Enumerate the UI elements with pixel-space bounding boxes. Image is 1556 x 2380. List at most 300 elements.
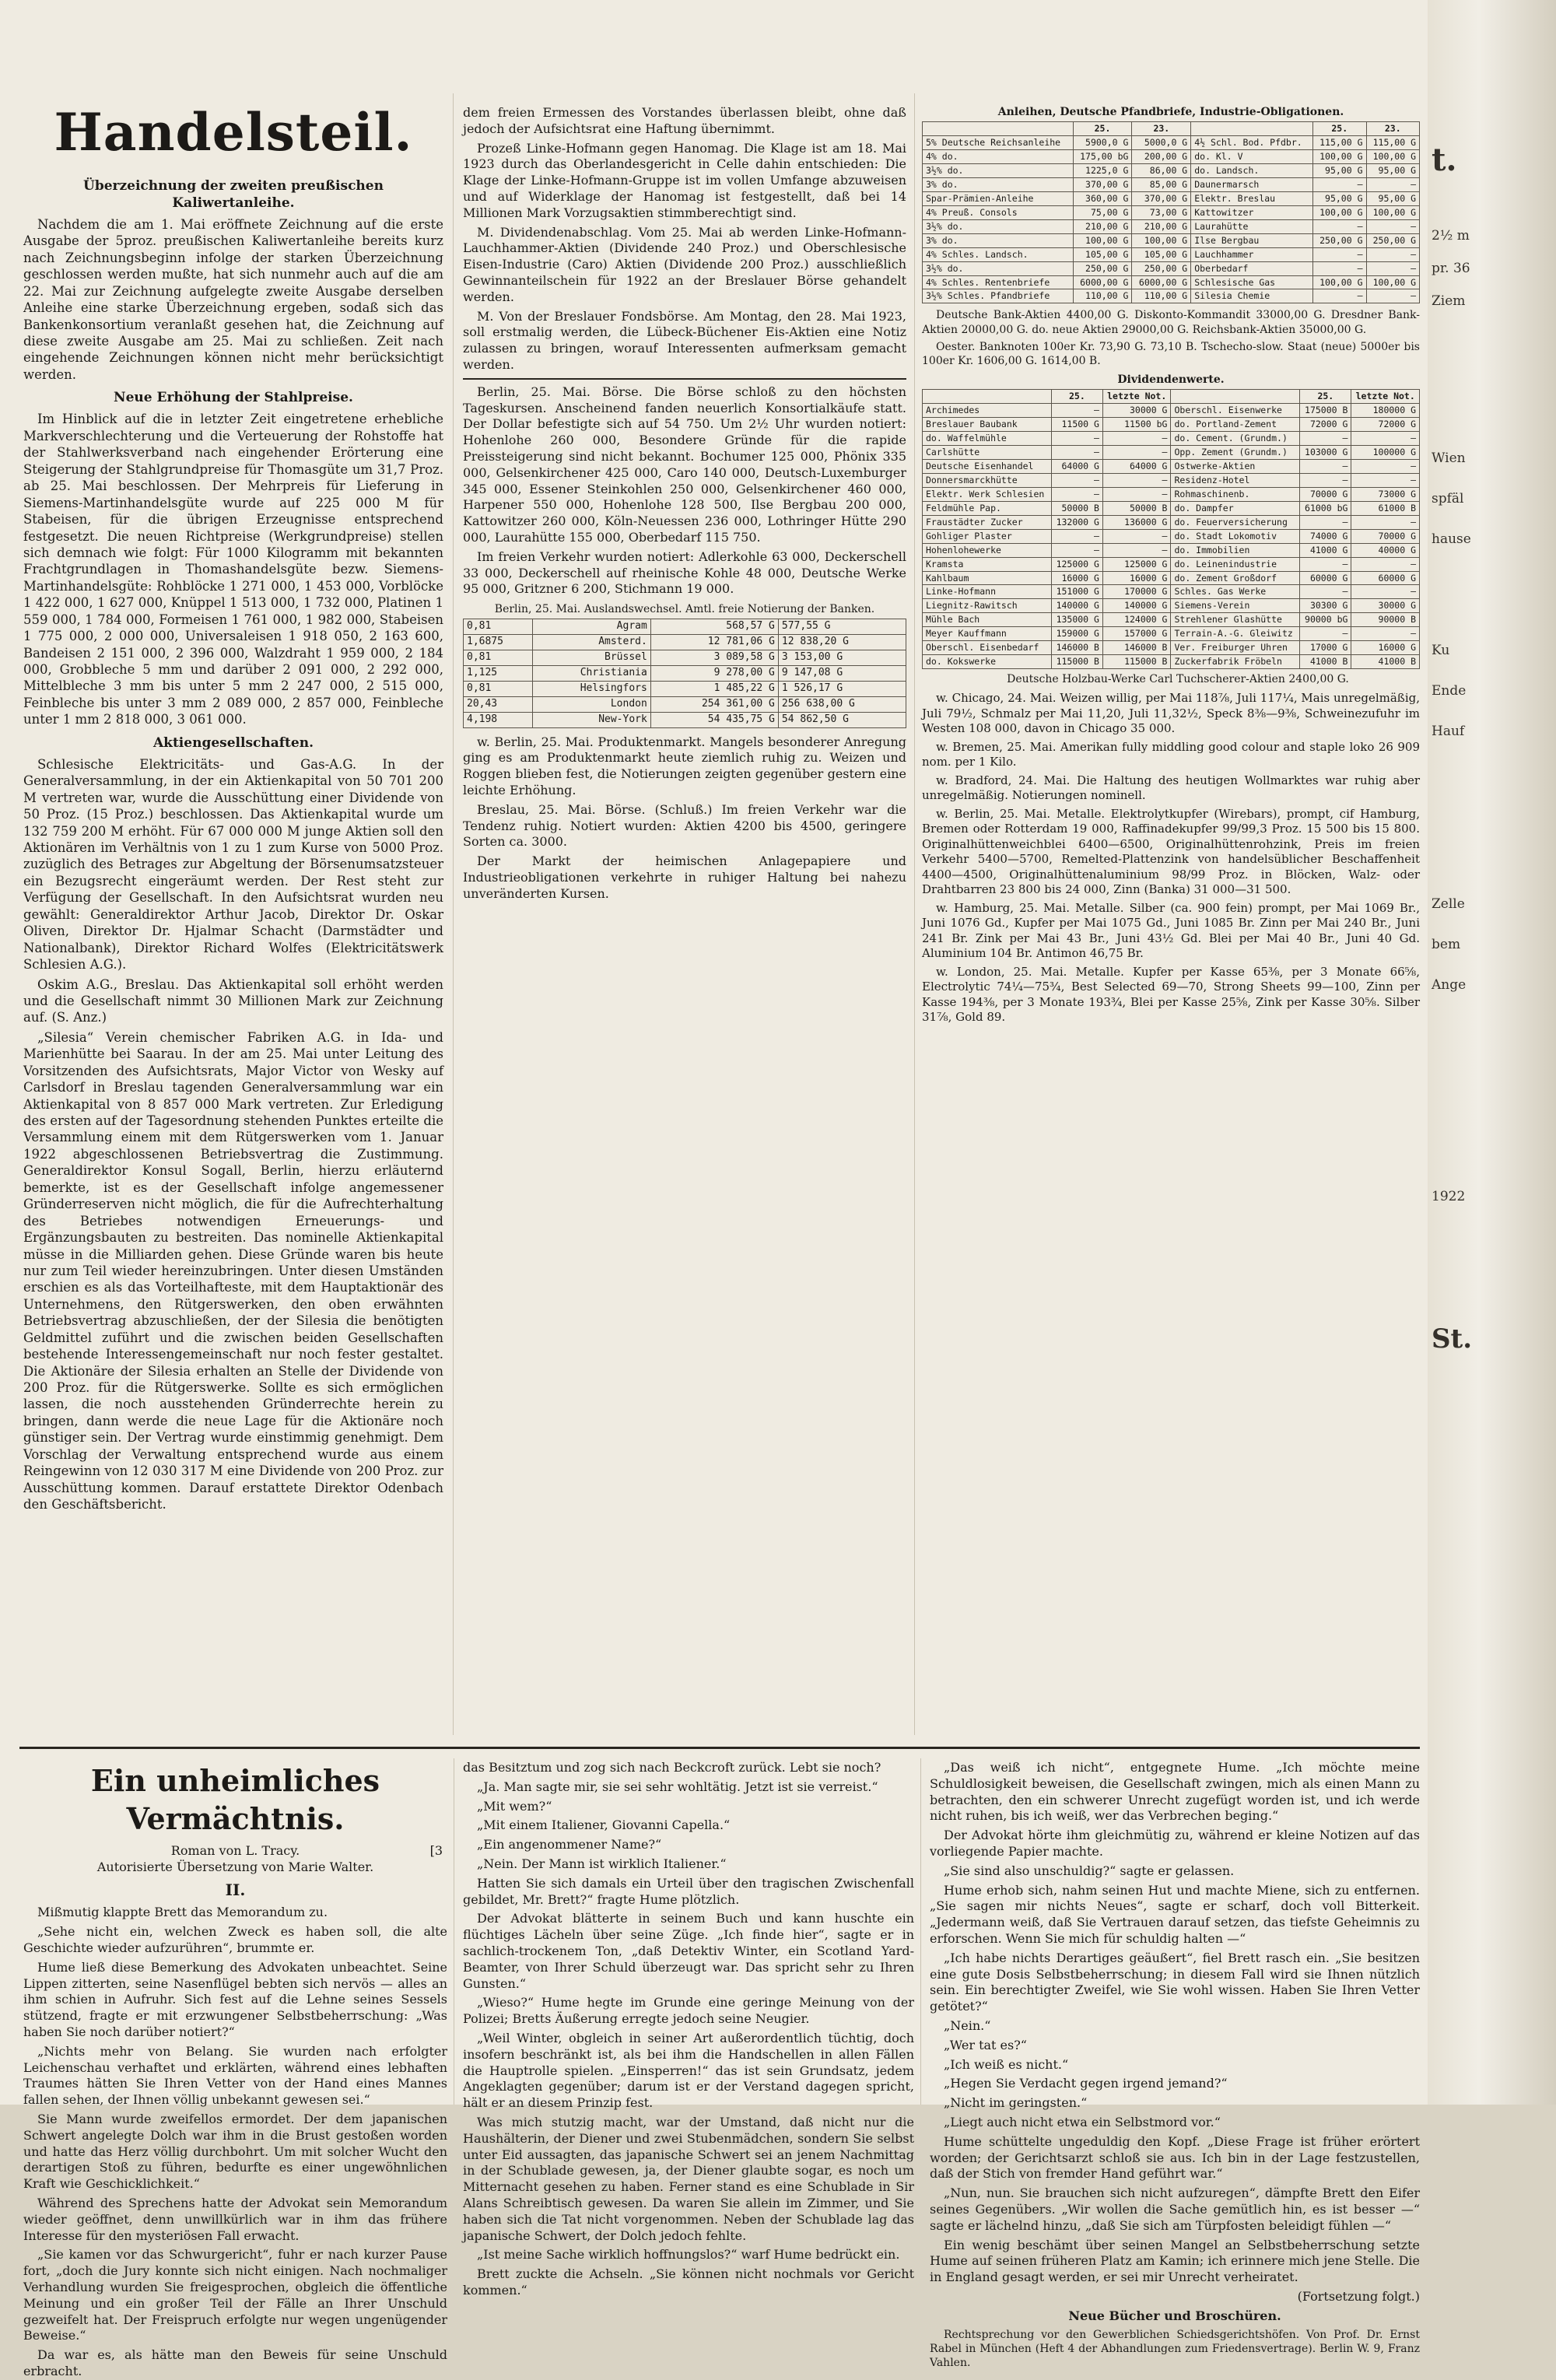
column-rule-4	[920, 1758, 921, 2105]
price-last-cell: —	[1102, 473, 1171, 487]
anleihen-col-23: 23.	[1132, 122, 1191, 136]
price-25-cell: 17000 G	[1300, 641, 1351, 655]
price-25-cell: 159000 G	[1051, 627, 1102, 641]
edge-text: bem	[1432, 936, 1461, 952]
price-last-cell: 16000 G	[1102, 571, 1171, 585]
roman-paragraph: „Nicht im geringsten.“	[944, 2095, 1088, 2111]
roman-paragraph: „Sehe nicht ein, welchen Zweck es haben soll, die alte Geschichte wieder aufzurühren“, brummte er.	[23, 1924, 447, 1955]
roman-paragraph: „Sie kamen vor das Schwurgericht“, fuhr er nach kurzer Pause fort, „doch die Jury konnte sich nicht einigen. Nach nochmaliger Verhandlung wurden Sie freigesprochen, obgleich die öffentliche Meinung und ein großer Teil der Fälle an Ihrer Unschuld gezweifelt hat. Der Freispruch erfolgte nur wegen ungenügender Beweise.“	[23, 2247, 447, 2343]
article-bremen: w. Bremen, 25. Mai. Amerikan fully middling good colour and staple loko 26 909 nom. per 1 Kilo.	[922, 739, 1420, 769]
price-25-cell: —	[1051, 404, 1102, 418]
security-name-cell: Kattowitzer	[1191, 205, 1313, 219]
price-25-cell: —	[1051, 432, 1102, 446]
company-name-cell: Terrain-A.-G. Gleiwitz	[1171, 627, 1300, 641]
price-25-cell: 5900,0 G	[1073, 136, 1132, 150]
rate-25-cell: 568,57 G	[650, 619, 778, 635]
wechsel-row	[464, 619, 906, 635]
place-cell: London	[533, 696, 651, 712]
edge-text: hause	[1432, 531, 1471, 548]
roman-paragraph: „Liegt auch nicht etwa ein Selbstmord vor.“	[944, 2114, 1221, 2129]
price-25-cell: 95,00 G	[1313, 164, 1366, 178]
price-25-cell: 72000 G	[1300, 418, 1351, 432]
place-cell: Helsingfors	[533, 681, 651, 696]
roman-paragraph: Mißmutig klappte Brett das Memorandum zu.	[37, 1905, 328, 1920]
dividendenwerte-row	[923, 613, 1420, 627]
security-name-cell: Oberbedarf	[1191, 261, 1313, 275]
article-breslau-boerse: Breslau, 25. Mai. Börse. (Schluß.) Im freien Verkehr war die Tendenz ruhig. Notiert wurden: Aktien 4200 bis 4500, geringere Sorten ca. 3000.	[463, 801, 906, 850]
price-25-cell: 360,00 G	[1073, 191, 1132, 205]
divw-col-name	[923, 390, 1052, 404]
bank-aktien-note: Deutsche Bank-Aktien 4400,00 G. Diskonto-Kommandit 33000,00 G. Dresdner Bank-Aktien 20000,00 G. do. neue Aktien 29000,00 G. Reichsbank-Aktien 35000,00 G.	[922, 309, 1420, 336]
security-name-cell: do. Kl. V	[1191, 150, 1313, 164]
price-23-cell: 95,00 G	[1366, 164, 1420, 178]
company-name-cell: Elektr. Werk Schlesien	[923, 487, 1052, 501]
price-23-cell: 5000,0 G	[1132, 136, 1191, 150]
article-metalle-hamburg: w. Hamburg, 25. Mai. Metalle. Silber (ca. 900 fein) prompt, per Mai 1069 Br., Juni 1076 Gd., Kupfer per Mai 1075 Gd., Juni 1085 Br. Zinn per Mai 240 Br., Juni 241 Br. Zink per Mai 43 Br., Juni 43½ Gd. Blei per Mai 40 Br., Juni 40 Gd. Aluminium 104 Br. Antimon 46,75 Br.	[922, 900, 1420, 961]
price-23-cell: 73,00 G	[1132, 205, 1191, 219]
company-name-cell: Residenz-Hotel	[1171, 473, 1300, 487]
installment-number: [3	[429, 1842, 443, 1858]
auslandswechsel-table	[463, 619, 906, 727]
roman-paragraph: Sie Mann wurde zweifellos ermordet. Der dem japanischen Schwert angelegte Dolch war ihm in die Brust gestoßen worden und hatte das Herz völlig durchbohrt. Um mit solcher Wucht den derartigen Stoß zu führen, bedurfte es einer ungewöhnlichen Kraft wie Geschicklichkeit.“	[23, 2111, 447, 2192]
feuilleton-separator	[19, 1747, 1420, 1749]
anleihen-row	[923, 247, 1420, 261]
roman-paragraph: „Ja. Man sagte mir, sie sei sehr wohltätig. Jetzt ist sie verreist.“	[477, 1779, 878, 1794]
dividendenwerte-row	[923, 460, 1420, 474]
price-25-cell: 75,00 G	[1073, 205, 1132, 219]
price-23-cell: 100,00 G	[1366, 150, 1420, 164]
parity-cell: 0,81	[464, 619, 533, 635]
price-last-cell: —	[1102, 487, 1171, 501]
dividendenwerte-header: Dividendenwerte.	[1117, 373, 1225, 387]
edge-text: Ziem	[1432, 293, 1466, 310]
company-name-cell: Opp. Zement (Grundm.)	[1171, 446, 1300, 460]
article-stahlpreise: Im Hinblick auf die in letzter Zeit eingetretene erhebliche Markverschlechterung und die Verteuerung der Rohstoffe hat der Stahlwerksverband nach eingehender Erörterung eine Steigerung der Stahlgrundpreise für Thomasgüte um 31,7 Proz. ab 25. Mai beschlossen. Der Mehrpreis für Lieferung in Siemens-Martinhandelsgüte wurde auf 225 000 M für Stabeisen, für die übrigen Erzeugnisse entsprechend festgesetzt. Die neuen Richtpreise (Werkgrundpreise) stellen sich demnach wie folgt: Für 1000 Kilogramm mit bekannten Frachtgrundlagen in Thomashandelsgüte bezw. Siemens-Martinhandelsgüte: Rohblöcke 1 271 000, 1 453 000, Vorblöcke 1 422 000, 1 627 000, Knüppel 1 513 000, 1 732 000, Platinen 1 559 000, 1 784 000, Formeisen 1 761 000, 1 982 000, Stabeisen 1 775 000, 2 000 000, Universaleisen 1 918 050, 2 163 600, Bandeisen 2 151 000, 2 396 000, Walzdraht 1 959 000, 2 184 000, Grobbleche 5 mm und darüber 2 091 000, 2 292 000, Mittelbleche 3 mm bis unter 5 mm 2 247 000, 2 515 000, Feinbleche bis unter 3 mm 2 089 000, 2 857 000, Feinbleche unter 1 mm 2 818 000, 3 061 000.	[23, 412, 443, 727]
rate-24-cell: 1 526,17 G	[778, 681, 906, 696]
security-name-cell: 4% Preuß. Consols	[923, 205, 1074, 219]
dividendenwerte-table	[922, 389, 1420, 669]
price-25-cell: 151000 G	[1051, 585, 1102, 599]
edge-text: 2½ m	[1432, 228, 1470, 244]
price-25-cell: 125000 G	[1051, 557, 1102, 571]
anleihen-header: Anleihen, Deutsche Pfandbriefe, Industrie-Obligationen.	[997, 106, 1344, 118]
price-25-cell: —	[1300, 627, 1351, 641]
roman-paragraph: „Ist meine Sache wirklich hoffnungslos?“ warf Hume bedrückt ein.	[477, 2247, 900, 2263]
divw-col-25b: 25.	[1300, 390, 1351, 404]
dividendenwerte-row	[923, 446, 1420, 460]
price-25-cell: 95,00 G	[1313, 191, 1366, 205]
company-name-cell: Schles. Gas Werke	[1171, 585, 1300, 599]
price-23-cell: —	[1366, 247, 1420, 261]
rate-24-cell: 54 862,50 G	[778, 712, 906, 727]
price-last-cell: 90000 B	[1351, 613, 1420, 627]
roman-byline	[23, 1843, 447, 1859]
price-last-cell: 30000 G	[1351, 599, 1420, 613]
rate-25-cell: 54 435,75 G	[650, 712, 778, 727]
place-cell: Agram	[533, 619, 651, 635]
price-last-cell: —	[1351, 460, 1420, 474]
price-25-cell: —	[1300, 473, 1351, 487]
price-25-cell: —	[1313, 247, 1366, 261]
article-prozess-hanomag: Prozeß Linke-Hofmann gegen Hanomag. Die Klage ist am 18. Mai 1923 durch das Oberlandesgericht in Celle dahin entschieden: Die Klage der Linke-Hofmann-Gruppe ist im vollen Umfange abzuweisen und auf Widerklage der Hanomag ist festgestellt, daß bei 14 Millionen Mark Vorzugsaktien stimmberechtigt sind.	[463, 140, 906, 220]
roman-column-1	[23, 1758, 447, 2378]
rate-25-cell: 254 361,00 G	[650, 696, 778, 712]
roman-column-3	[930, 1760, 1420, 2369]
security-name-cell: 5% Deutsche Reichsanleihe	[923, 136, 1074, 150]
roman-paragraph: „Hegen Sie Verdacht gegen irgend jemand?“	[944, 2076, 1228, 2091]
security-name-cell: Daunermarsch	[1191, 177, 1313, 191]
price-last-cell: 30000 G	[1102, 404, 1171, 418]
company-name-cell: do. Stadt Lokomotiv	[1171, 529, 1300, 543]
place-cell: Brüssel	[533, 650, 651, 666]
divw-col-letzte-b: letzte Not.	[1351, 390, 1420, 404]
price-last-cell: 72000 G	[1351, 418, 1420, 432]
dividendenwerte-row	[923, 418, 1420, 432]
price-23-cell: —	[1366, 261, 1420, 275]
company-name-cell: Mühle Bach	[923, 613, 1052, 627]
roman-paragraph: „Ein angenommener Name?“	[477, 1837, 662, 1852]
price-23-cell: 370,00 G	[1132, 191, 1191, 205]
roman-chapter: II.	[225, 1881, 246, 1900]
anleihen-row	[923, 275, 1420, 289]
company-name-cell: Siemens-Verein	[1171, 599, 1300, 613]
company-name-cell: Oberschl. Eisenbedarf	[923, 641, 1052, 655]
security-name-cell: 4% Schles. Landsch.	[923, 247, 1074, 261]
price-last-cell: 180000 G	[1351, 404, 1420, 418]
edge-text: spfäl	[1432, 491, 1464, 507]
price-25-cell: 210,00 G	[1073, 219, 1132, 233]
price-last-cell: 40000 G	[1351, 543, 1420, 557]
anleihen-col-name	[923, 122, 1074, 136]
price-25-cell: 90000 bG	[1300, 613, 1351, 627]
roman-paragraph: Der Advokat hörte ihm gleichmütig zu, während er kleine Notizen auf das vorliegende Papier machte.	[930, 1828, 1420, 1859]
price-25-cell: 250,00 G	[1313, 233, 1366, 247]
wechsel-row	[464, 665, 906, 681]
article-ermessen: dem freien Ermessen des Vorstandes überlassen bleibt, ohne daß jedoch der Aufsichtsrat eine Haftung übernimmt.	[463, 105, 906, 136]
anleihen-col-25: 25.	[1073, 122, 1132, 136]
company-name-cell: do. Feuerversicherung	[1171, 515, 1300, 529]
price-25-cell: 6000,00 G	[1073, 275, 1132, 289]
price-last-cell: 73000 G	[1351, 487, 1420, 501]
edge-text: Ku	[1432, 642, 1450, 658]
price-23-cell: 100,00 G	[1132, 233, 1191, 247]
price-25-cell: 115000 B	[1051, 655, 1102, 669]
company-name-cell: Breslauer Baubank	[923, 418, 1052, 432]
security-name-cell: Laurahütte	[1191, 219, 1313, 233]
price-23-cell: 100,00 G	[1366, 275, 1420, 289]
books-entry: Rechtsprechung vor den Gewerblichen Schiedsgerichtshöfen. Von Prof. Dr. Ernst Rabel in München (Heft 4 der Abhandlungen zum Friedensvertrage). Berlin W. 9, Franz Vahlen.	[930, 2328, 1420, 2369]
security-name-cell: Ilse Bergbau	[1191, 233, 1313, 247]
article-metalle-london: w. London, 25. Mai. Metalle. Kupfer per Kasse 65⅜, per 3 Monate 66⅝, Electrolytic 74¼—75¾, Best Selected 69—70, Strong Sheets 99—100, Zinn per Kasse 194⅜, per 3 Monate 193¾, Blei per Kasse 25⅝, Zink per Kasse 30⅝. Silber 31⅞, Gold 89.	[922, 964, 1420, 1025]
tables-column	[922, 105, 1420, 1739]
company-name-cell: Ver. Freiburger Uhren	[1171, 641, 1300, 655]
roman-paragraph: Hume ließ diese Bemerkung des Advokaten unbeachtet. Seine Lippen zitterten, seine Nasenflügel bebten sich nervös — alles an ihm schien in Aufruhr. Sich fest auf die Lehne seines Sessels stützend, fragte er mit erzwungener Selbstbeherrschung: „Was haben Sie noch darüber notiert?“	[23, 1959, 447, 2039]
security-name-cell: 3% do.	[923, 177, 1074, 191]
price-25-cell: —	[1051, 473, 1102, 487]
roman-paragraph: Während des Sprechens hatte der Advokat sein Memorandum wieder geöffnet, denn unwillkürlich war in ihm das frühere Interesse für den mysteriösen Fall erwacht.	[23, 2195, 447, 2243]
price-last-cell: 125000 G	[1102, 557, 1171, 571]
parity-cell: 1,125	[464, 665, 533, 681]
company-name-cell: Gohliger Plaster	[923, 529, 1052, 543]
anleihen-row	[923, 136, 1420, 150]
roman-column-2	[463, 1760, 914, 2298]
price-25-cell: 100,00 G	[1313, 205, 1366, 219]
price-25-cell: 41000 B	[1300, 655, 1351, 669]
price-last-cell: 136000 G	[1102, 515, 1171, 529]
price-last-cell: 64000 G	[1102, 460, 1171, 474]
price-last-cell: 70000 G	[1351, 529, 1420, 543]
article-chicago: w. Chicago, 24. Mai. Weizen willig, per Mai 118⅞, Juli 117¼, Mais unregelmäßig, Juli 79½, Schmalz per Mai 11,20, Juli 11,32½, Speck 8⅜—9⅜, Schweinezufuhr im Westen 108 000, davon in Chicago 35 000.	[922, 691, 1420, 736]
anleihen-row	[923, 150, 1420, 164]
books-heading: Neue Bücher und Broschüren.	[1068, 2308, 1281, 2323]
roman-paragraph: „Das weiß ich nicht“, entgegnete Hume. „Ich möchte meine Schuldlosigkeit beweisen, die Gesellschaft zwingen, mich als einen Mann zu betrachten, den ein schwerer Unrecht zugefügt worden ist, und ich werde nicht ruhen, bis ich weiß, wer das Verbrechen beging.“	[930, 1760, 1420, 1824]
price-last-cell: —	[1102, 543, 1171, 557]
parity-cell: 4,198	[464, 712, 533, 727]
price-25-cell: 115,00 G	[1313, 136, 1366, 150]
company-name-cell: Linke-Hofmann	[923, 585, 1052, 599]
column-rule-2	[914, 93, 915, 1735]
article-dividendenabschlag: M. Dividendenabschlag. Vom 25. Mai ab werden Linke-Hofmann-Lauchhammer-Aktien (Dividende 240 Proz.) und Oberschlesische Eisen-Industrie (Caro) Aktien (Dividende 200 Proz.) ausschließlich Gewinnanteilschein für 1922 an der Breslauer Börse gehandelt werden.	[463, 224, 906, 304]
anleihen-col-name2	[1191, 122, 1313, 136]
dividendenwerte-row	[923, 529, 1420, 543]
roman-paragraph: „Nein. Der Mann ist wirklich Italiener.“	[477, 1856, 727, 1871]
anleihen-row	[923, 191, 1420, 205]
price-last-cell: 11500 bG	[1102, 418, 1171, 432]
roman-paragraph: „Weil Winter, obgleich in seiner Art außerordentlich tüchtig, doch insofern beschränkt ist, als bei ihm die Handschellen in allen Fällen die Hauptrolle spielen. „Einsperren!“ das ist sein Grundsatz, jedem Angeklagten gegenüber; darum ist er der Verstand dagegen spricht, hält er an diesem Prinzip fest.	[463, 2030, 914, 2111]
company-name-cell: Ostwerke-Aktien	[1171, 460, 1300, 474]
company-name-cell: Rohmaschinenb.	[1171, 487, 1300, 501]
price-25-cell: 132000 G	[1051, 515, 1102, 529]
roman-paragraph: „Nein.“	[944, 2017, 991, 2033]
security-name-cell: Elektr. Breslau	[1191, 191, 1313, 205]
article-produktenmarkt: w. Berlin, 25. Mai. Produktenmarkt. Mangels besonderer Anregung ging es am Produktenmarkt heute ziemlich ruhig zu. Weizen und Roggen blieben fest, die Notierungen zeigten gegenüber gestern eine leichte Erhöhung.	[463, 734, 906, 797]
company-name-cell: do. Zement Großdorf	[1171, 571, 1300, 585]
price-25-cell: 11500 G	[1051, 418, 1102, 432]
company-name-cell: Oberschl. Eisenwerke	[1171, 404, 1300, 418]
rate-25-cell: 1 485,22 G	[650, 681, 778, 696]
price-last-cell: 170000 G	[1102, 585, 1171, 599]
price-23-cell: —	[1366, 219, 1420, 233]
company-name-cell: do. Waffelmühle	[923, 432, 1052, 446]
roman-paragraph: Hume erhob sich, nahm seinen Hut und machte Miene, sich zu entfernen. „Sie sagen mir nichts Neues“, sagte er scharf, doch voll Bitterkeit. „Jedermann weiß, daß Sie Vertrauen darauf setzen, das tiefste Geheimnis zu erforschen. Wenn Sie mich für schuldig halten —“	[930, 1882, 1420, 1946]
roman-continuation: (Fortsetzung folgt.)	[1297, 2288, 1420, 2304]
price-25-cell: 100,00 G	[1313, 150, 1366, 164]
price-last-cell: —	[1351, 473, 1420, 487]
price-25-cell: 175,00 bG	[1073, 150, 1132, 164]
dividendenwerte-row	[923, 599, 1420, 613]
price-25-cell: 140000 G	[1051, 599, 1102, 613]
wechsel-row	[464, 696, 906, 712]
price-25-cell: —	[1300, 585, 1351, 599]
dividendenwerte-row	[923, 432, 1420, 446]
edge-text: Ende	[1432, 682, 1467, 699]
parity-cell: 0,81	[464, 650, 533, 666]
price-25-cell: 60000 G	[1300, 571, 1351, 585]
article-anlagepapiere: Der Markt der heimischen Anlagepapiere und Industrieobligationen verkehrte in ruhiger Haltung bei nahezu unveränderten Kursen.	[463, 854, 906, 901]
divw-col-name2	[1171, 390, 1300, 404]
dividendenwerte-row	[923, 473, 1420, 487]
edge-text: t.	[1432, 142, 1457, 178]
price-25-cell: —	[1300, 515, 1351, 529]
price-25-cell: 70000 G	[1300, 487, 1351, 501]
company-name-cell: do. Dampfer	[1171, 501, 1300, 515]
article-bradford: w. Bradford, 24. Mai. Die Haltung des heutigen Wollmarktes war ruhig aber unregelmäßig. Notierungen nominell.	[922, 773, 1420, 803]
price-25-cell: —	[1313, 177, 1366, 191]
price-last-cell: 146000 B	[1102, 641, 1171, 655]
article-fondsboerse: M. Von der Breslauer Fondsbörse. Am Montag, den 28. Mai 1923, soll erstmalig werden, die Lübeck-Büchener Eis-Aktien eine Notiz zulassen zu bringen, worauf Interessenten aufmerksam gemacht werden.	[463, 308, 906, 372]
company-name-cell: Carlshütte	[923, 446, 1052, 460]
roman-paragraph: Was mich stutzig macht, war der Umstand, daß nicht nur die Haushälterin, der Diener und zwei Stubenmädchen, sondern Sie selbst unter Eid aussagten, das japanische Schwert sei an jenem Nachmittag in der Schublade gewesen, ja, der Diener glaubte sogar, es noch um Mitternacht gesehen zu haben. Ferner stand es eine Schublade in Sir Alans Schreibtisch gewesen. Da waren Sie allein im Zimmer, und Sie haben sich die Tat nicht vorgenommen. Neben der Schublade lag das japanische Schwert, der Dolch jedoch fehlte.	[463, 2114, 914, 2243]
subheading-stahlpreise: Neue Erhöhung der Stahlpreise.	[114, 390, 353, 406]
roman-paragraph: „Sie sind also unschuldig?“ sagte er gelassen.	[944, 1863, 1235, 1878]
roman-paragraph: Da war es, als hätte man den Beweis für seine Unschuld erbracht.	[23, 2347, 447, 2378]
security-name-cell: 4% Schles. Rentenbriefe	[923, 275, 1074, 289]
article-kaliwertanleihe: Nachdem die am 1. Mai eröffnete Zeichnung auf die erste Ausgabe der 5proz. preußischen Kaliwertanleihe bereits kurz nach Zeichnungsbeginn infolge der starken Überzeichnung geschlossen werden mußte, hat sich nunmehr auch auf die am 22. Mai zur Zeichnung aufgelegte zweite Ausgabe derselben Anleihe eine starke Überzeichnung ergeben, sodaß sich das Bankenkonsortium veranlaßt gesehen hat, die Zeichnung auf diese zweite Ausgabe am 25. Mai zu schließen. Zeit nach eingehende Zeichnungen können nicht mehr berücksichtigt werden.	[23, 216, 443, 382]
auslandswechsel-caption: Berlin, 25. Mai. Auslandswechsel. Amtl. freie Notierung der Banken.	[494, 603, 875, 616]
dividendenwerte-row	[923, 501, 1420, 515]
subheading-kaliwertanleihe: Überzeichnung der zweiten preußischen Kaliwertanleihe.	[83, 177, 384, 211]
price-last-cell: 41000 B	[1351, 655, 1420, 669]
price-23-cell: 110,00 G	[1132, 289, 1191, 303]
wechsel-row	[464, 712, 906, 727]
security-name-cell: Spar-Prämien-Anleihe	[923, 191, 1074, 205]
dividendenwerte-row	[923, 487, 1420, 501]
edge-text: Hauf	[1432, 723, 1465, 739]
rate-25-cell: 12 781,06 G	[650, 635, 778, 650]
security-name-cell: 4½ Schl. Bod. Pfdbr.	[1191, 136, 1313, 150]
price-25-cell: —	[1313, 289, 1366, 303]
dividendenwerte-row	[923, 557, 1420, 571]
parity-cell: 20,43	[464, 696, 533, 712]
price-25-cell: 250,00 G	[1073, 261, 1132, 275]
price-last-cell: —	[1351, 515, 1420, 529]
roman-paragraph: „Ich weiß es nicht.“	[944, 2056, 1069, 2072]
price-25-cell: —	[1051, 446, 1102, 460]
price-last-cell: 115000 B	[1102, 655, 1171, 669]
divider	[463, 378, 906, 380]
price-23-cell: 6000,00 G	[1132, 275, 1191, 289]
divw-col-letzte: letzte Not.	[1102, 390, 1171, 404]
handelsteil-column	[23, 93, 443, 1735]
price-25-cell: —	[1300, 460, 1351, 474]
edge-text: 1922	[1432, 1189, 1466, 1205]
dividendenwerte-row	[923, 641, 1420, 655]
price-last-cell: —	[1102, 529, 1171, 543]
dividendenwerte-row	[923, 543, 1420, 557]
price-last-cell: 61000 B	[1351, 501, 1420, 515]
edge-text: pr. 36	[1432, 261, 1470, 277]
price-25-cell: 41000 G	[1300, 543, 1351, 557]
dividendenwerte-row	[923, 404, 1420, 418]
company-name-cell: Liegnitz-Rawitsch	[923, 599, 1052, 613]
rate-24-cell: 12 838,20 G	[778, 635, 906, 650]
company-name-cell: Fraustädter Zucker	[923, 515, 1052, 529]
price-25-cell: 175000 B	[1300, 404, 1351, 418]
price-23-cell: 250,00 G	[1132, 261, 1191, 275]
anleihen-row	[923, 289, 1420, 303]
anleihen-row	[923, 233, 1420, 247]
anleihen-col-25b: 25.	[1313, 122, 1366, 136]
anleihen-table	[922, 121, 1420, 303]
rate-25-cell: 9 278,00 G	[650, 665, 778, 681]
security-name-cell: 3½% do.	[923, 261, 1074, 275]
article-metalle-berlin: w. Berlin, 25. Mai. Metalle. Elektrolytkupfer (Wirebars), prompt, cif Hamburg, Bremen oder Rotterdam 19 000, Raffinadekupfer 99/99,3 Proz. 15 500 bis 15 800. Originalhüttenweichblei 6400—6500, Originalhüttenrohzink, Preis im freien Verkehr 5400—5700, Remelted-Plattenzink von handelsüblicher Beschaffenheit 4400—4500, Originalhüttenaluminium 98/99 Proz. in Blöcken, Walz- oder Drahtbarren 23 800 bis 24 000, Zinn (Banka) 31 000—31 500.	[922, 806, 1420, 897]
company-name-cell: Kramsta	[923, 557, 1052, 571]
company-name-cell: Deutsche Eisenhandel	[923, 460, 1052, 474]
price-25-cell: 100,00 G	[1073, 233, 1132, 247]
article-oskim: Oskim A.G., Breslau. Das Aktienkapital soll erhöht werden und die Gesellschaft nimmt 30 Millionen Mark zur Zeichnung auf. (S. Anz.)	[23, 976, 443, 1025]
security-name-cell: 3½% do.	[923, 219, 1074, 233]
roman-author: Roman von L. Tracy.	[170, 1842, 300, 1858]
company-name-cell: do. Portland-Zement	[1171, 418, 1300, 432]
price-25-cell: 370,00 G	[1073, 177, 1132, 191]
price-last-cell: —	[1351, 627, 1420, 641]
company-name-cell: Kahlbaum	[923, 571, 1052, 585]
company-name-cell: Hohenlohewerke	[923, 543, 1052, 557]
holzbau-note: Deutsche Holzbau-Werke Carl Tuchscherer-Aktien 2400,00 G.	[1007, 673, 1349, 686]
price-25-cell: —	[1051, 487, 1102, 501]
wechsel-row	[464, 635, 906, 650]
security-name-cell: 3½% do.	[923, 164, 1074, 178]
article-berlin-boerse: Berlin, 25. Mai. Börse. Die Börse schloß zu den höchsten Tageskursen. Anscheinend fanden neuerlich Konsortialkäufe statt. Der Dollar befestigte sich auf 54 750. Um 2½ Uhr wurden notiert: Hohenlohe 260 000, Besondere Gründe für die rapide Preissteigerung sind nicht bekannt. Bochumer 125 000, Phönix 335 000, Gelsenkirchener 425 000, Caro 140 000, Deutsch-Luxemburger 345 000, Essener Steinkohlen 250 000, Gelsenkirchener 460 000, Harpener 550 000, Hohenlohe 128 500, Ilse Bergbau 200 000, Kattowitzer 260 000, Köln-Neuessen 236 000, Lothringer Hütte 290 000, Laurahütte 155 000, Oberbedarf 115 750.	[463, 384, 906, 545]
price-25-cell: —	[1300, 432, 1351, 446]
roman-paragraph: „Nun, nun. Sie brauchen sich nicht aufzuregen“, dämpfte Brett den Eifer seines Gegenübers. „Wir wollen die Sache gemütlich hin, es ist besser —“ sagte er lächelnd hinzu, „daß Sie sich am Türpfosten beleidigt fühlen —“	[930, 2185, 1420, 2233]
price-25-cell: 146000 B	[1051, 641, 1102, 655]
edge-text: Zelle	[1432, 896, 1465, 912]
company-name-cell: do. Kokswerke	[923, 655, 1052, 669]
roman-paragraph: Ein wenig beschämt über seinen Mangel an Selbstbeherrschung setzte Hume auf seinen früheren Platz am Kamin; ich erinnere mich jene Stelle. Die in England gesagt werden, er sei mir Unrecht verheiratet.	[930, 2237, 1420, 2285]
price-last-cell: 50000 B	[1102, 501, 1171, 515]
wechsel-row	[464, 650, 906, 666]
security-name-cell: 3% do.	[923, 233, 1074, 247]
security-name-cell: Silesia Chemie	[1191, 289, 1313, 303]
edge-text: St.	[1432, 1323, 1473, 1355]
price-25-cell: —	[1051, 529, 1102, 543]
price-25-cell: 105,00 G	[1073, 247, 1132, 261]
price-25-cell: —	[1300, 557, 1351, 571]
price-25-cell: —	[1051, 543, 1102, 557]
roman-paragraph: „Mit wem?“	[477, 1798, 552, 1814]
anleihen-row	[923, 219, 1420, 233]
wechsel-row	[464, 681, 906, 696]
dividendenwerte-row	[923, 515, 1420, 529]
edge-text: Wien	[1432, 450, 1466, 467]
security-name-cell: Lauchhammer	[1191, 247, 1313, 261]
rate-25-cell: 3 089,58 G	[650, 650, 778, 666]
article-silesia: „Silesia“ Verein chemischer Fabriken A.G. in Ida- und Marienhütte bei Saarau. In der am 25. Mai unter Leitung des Vorsitzenden des Aufsichtsrats, Major Victor von Wesky auf Carlsdorf in Breslau tagenden Generalversammlung war ein Aktienkapital von 8 857 000 Mark vertreten. Zur Erledigung des ersten auf der Tagesordnung stehenden Punktes erteilte die Versammlung einem mit dem Rütgerswerken vom 1. Januar 1922 abgeschlossenen Betriebsvertrag die Zustimmung. Generaldirektor Konsul Sogall, Berlin, hierzu erläuternd bemerkte, ist es der Gesellschaft infolge angemessener Gründerreserven nicht möglich, die für die Aufrechterhaltung des Betriebes notwendigen Erneuerungs- und Ergänzungsbauten zu bestreiten. Das nominelle Aktienkapital müsse in die Milliarden gehen. Diese Gründe waren bis heute nur zum Teil wieder hereinzubringen. Unter diesen Umständen erschien es als das Vorteilhafteste, mit dem Hauptaktionär des Unternehmens, den Rütgerswerken, den oben erwähnten Betriebsvertrag abzuschließen, der der Silesia die benötigten Geldmittel zuführt und die zwischen beiden Gesellschaften bestehende Interessengemeinschaft nur noch fester gestaltet. Die Aktionäre der Silesia erhalten an Stelle der Dividende von 200 Proz. für die Rütgerswerke. Sollte es sich ermöglichen lassen, die noch ausstehenden Gründerrechte herein zu bringen, dann werde die neue Lage für die Aktionäre noch günstiger sein. Der Vertrag wurde einstimmig genehmigt. Dem Vorschlag der Verwaltung entsprechend wurde aus einem Reingewinn von 12 030 317 M eine Dividende von 200 Proz. zur Ausschüttung kommen. Darauf erstattete Direktor Odenbach den Geschäftsbericht.	[23, 1029, 443, 1512]
price-23-cell: 200,00 G	[1132, 150, 1191, 164]
price-last-cell: —	[1351, 585, 1420, 599]
price-25-cell: 103000 G	[1300, 446, 1351, 460]
rate-24-cell: 9 147,08 G	[778, 665, 906, 681]
roman-paragraph: „Wer tat es?“	[944, 2037, 1027, 2052]
price-23-cell: 100,00 G	[1366, 205, 1420, 219]
roman-paragraph: Hume schüttelte ungeduldig den Kopf. „Diese Frage ist früher erörtert worden; der Gerichtsarzt schloß sie aus. Ich bin in der Lage festzustellen, daß der Stich von fremder Hand geführt war.“	[930, 2133, 1420, 2182]
company-name-cell: Archimedes	[923, 404, 1052, 418]
roman-paragraph: Hatten Sie sich damals ein Urteil über den tragischen Zwischenfall gebildet, Mr. Brett?“ fragte Hume plötzlich.	[463, 1875, 914, 1907]
price-25-cell: 64000 G	[1051, 460, 1102, 474]
roman-paragraph: Brett zuckte die Achseln. „Sie können nicht nochmals vor Gericht kommen.“	[463, 2266, 914, 2298]
price-25-cell: 110,00 G	[1073, 289, 1132, 303]
price-25-cell: 30300 G	[1300, 599, 1351, 613]
dividendenwerte-row	[923, 585, 1420, 599]
dividendenwerte-row	[923, 655, 1420, 669]
price-23-cell: 86,00 G	[1132, 164, 1191, 178]
price-25-cell: —	[1313, 219, 1366, 233]
price-last-cell: 140000 G	[1102, 599, 1171, 613]
roman-title: Ein unheimliches Vermächtnis.	[90, 1763, 380, 1837]
security-name-cell: 4% do.	[923, 150, 1074, 164]
